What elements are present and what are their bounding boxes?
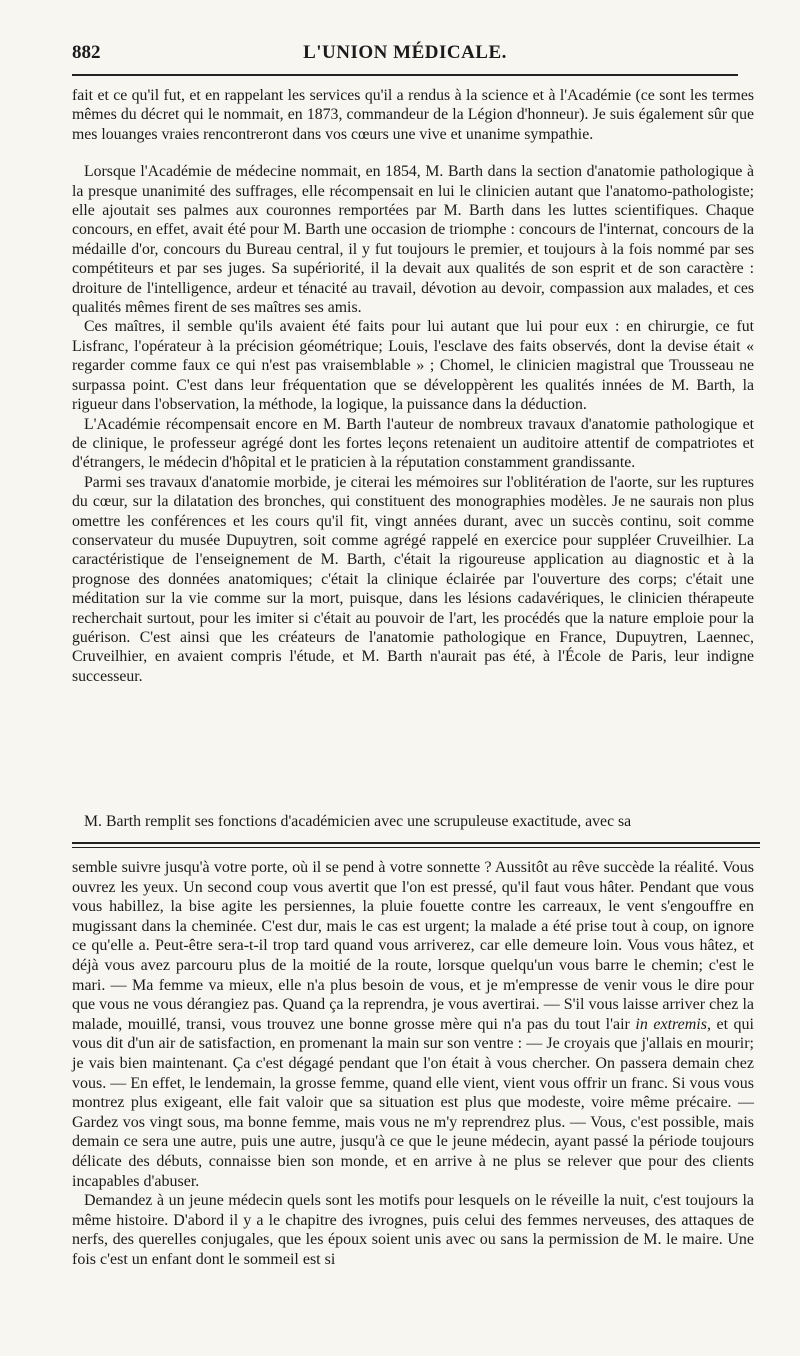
feuilleton-paragraph bbox=[72, 858, 754, 1191]
feuilleton-text: , et qui vous dit d'un air de satisfaction, en promenant la main sur son ventre : — Je croyais que j'allais en mourir; je vais bien maintenant. Ça c'est dégagé pendant que l'on était à vous chercher. On passera demain chez vous. — En effet, le lendemain, la grosse femme, quand elle vient, vient vous offrir un franc. Si vous vous montrez plus exigeant, elle fait valoir que sa situation est plus que modeste, voire même précaire. — Gardez vos vingt sous, ma bonne femme, mais vous ne m'y reprendrez plus. — Vous, c'est possible, mais demain ce sera une autre, puis une autre, jusqu'à ce que le jeune médecin, ayant passé la période toujours délicate des débuts, connaisse bien son monde, et en arrive à ne plus se relever que pour des clients incapables d'abuser. bbox=[72, 1015, 754, 1190]
page-number: 882 bbox=[72, 42, 101, 63]
obituary-last-line: M. Barth remplit ses fonctions d'académicien avec une scrupuleuse exactitude, avec sa bbox=[84, 813, 632, 830]
obituary-paragraph: Ces maîtres, il semble qu'ils avaient été faits pour lui autant que lui pour eux : en chirurgie, ce fut Lisfranc, l'opérateur à la précision géométrique; Louis, l'esclave des faits observés, dont la devise était « regarder comme faux ce qui n'est pas vraisemblable » ; Chomel, le clinicien magistral que Trousseau ne surpassa point. C'est dans leur fréquentation que se développèrent les qualités innées de M. Barth, la rigueur dans l'observation, la méthode, la logique, la puissance dans la déduction. bbox=[72, 318, 754, 414]
feuilleton-text: semble suivre jusqu'à votre porte, où il se pend à votre sonnette ? Aussitôt au rêve succède la réalité. Vous ouvrez les yeux. Un second coup vous avertit que l'on est pressé, qu'il faut vous hâter. Pendant que vous vous habillez, la bise agite les persiennes, la pluie fouette contre les carreaux, le vent s'engouffre en mugissant dans la cheminée. C'est dur, mais le cas est urgent; la malade a été prise tout à coup, on ignore ce qu'elle a. Peut-être sera-t-il trop tard quand vous arriverez, car elle demeure loin. Vous vous hâtez, et déjà vous avez parcouru plus de la moitié de la route, lorsque quelqu'un vous barre le chemin; c'est le mari. — Ma femme va mieux, elle n'a plus besoin de vous, et je m'empresse de venir vous le dire pour que vous ne vous dérangiez pas. Quand ça la reprendra, je vous avertirai. — S'il vous laisse arriver chez la malade, mouillé, transi, vous trouvez une bonne grosse mère qui n'a pas du tout l'air bbox=[72, 859, 754, 1033]
feuilleton-paragraph: Demandez à un jeune médecin quels sont les motifs pour lesquels on le réveille la nuit, c'est toujours la même histoire. D'abord il y a le chapitre des ivrognes, puis celui des femmes nerveuses, des attaques de nerfs, des querelles conjugales, que les époux soient unis avec ou sans la permission de M. le maire. Une fois c'est un enfant dont le sommeil est si bbox=[72, 1192, 754, 1268]
page-header bbox=[72, 34, 738, 74]
feuilleton-column bbox=[72, 858, 754, 1269]
obituary-paragraph: Parmi ses travaux d'anatomie morbide, je citerai les mémoires sur l'oblitération de l'aorte, sur les ruptures du cœur, sur la dilatation des bronches, qui constituent des monographies modèles. Je ne saurais non plus omettre les conférences et les cours qu'il fit, vingt années durant, avec un succès continu, soit comme conservateur du musée Dupuytren, soit comme agrégé rappelé en exercice pour suppléer Cruveilhier. La caractéristique de l'enseignement de M. Barth, c'était la rigoureuse application au diagnostic et à la prognose des données anatomiques; c'était la clinique éclairée par l'ouverture des corps; c'était une méditation sur la vie comme sur la mort, puisque, dans les lésions cadavériques, le clinicien thérapeute recherchait surtout, pour les imiter si c'était au pouvoir de l'art, les procédés que la nature emploie pour la guérison. C'est ainsi que les créateurs de l'anatomie pathologique en France, Dupuytren, Laennec, Cruveilhier, en avaient compris l'étude, et M. Barth n'aurait pas été, à l'École de Paris, leur indigne successeur. bbox=[72, 473, 754, 685]
header-rule bbox=[72, 74, 738, 76]
obituary-last-line-block bbox=[72, 812, 754, 831]
feuilleton-divider bbox=[72, 842, 760, 844]
obituary-paragraph: L'Académie récompensait encore en M. Barth l'auteur de nombreux travaux d'anatomie pathologique et de clinique, le professeur agrégé dont les fortes leçons retenaient un auditoire attentif de compatriotes et d'étrangers, le médecin d'hôpital et le praticien à la réputation constamment grandissante. bbox=[72, 415, 754, 472]
obituary-paragraph: fait et ce qu'il fut, et en rappelant les services qu'il a rendus à la science et à l'Académie (ce sont les termes mêmes du décret qui le nommait, en 1873, commandeur de la Légion d'honneur). Je suis également sûr que mes louanges vraies rencontreront dans vos cœurs une vive et unanime sympathie. bbox=[72, 87, 754, 143]
obituary-paragraph: Lorsque l'Académie de médecine nommait, en 1854, M. Barth dans la section d'anatomie pathologique à la presque unanimité des suffrages, elle récompensait en lui le clinicien autant que l'anatomo-pathologiste; elle ajoutait ses palmes aux couronnes remportées par M. Barth dans les luttes scientifiques. Chaque concours, en effet, avait été pour M. Barth une occasion de triomphe : concours de l'internat, concours de la médaille d'or, concours du Bureau central, il y fut toujours le premier, et toujours à la fois nommé par ses compétiteurs et par ses juges. Sa supériorité, il la devait aux qualités de son esprit et de son caractère : droiture de l'intelligence, ardeur et ténacité au travail, dévotion au devoir, compassion aux malades, et ces qualités mêmes firent de ses maîtres ses amis. bbox=[72, 163, 754, 317]
obituary-column bbox=[72, 86, 754, 686]
running-title: L'UNION MÉDICALE. bbox=[303, 42, 507, 63]
feuilleton-italic-phrase: in extremis bbox=[635, 1015, 707, 1033]
feuilleton-divider-thin bbox=[72, 847, 760, 848]
